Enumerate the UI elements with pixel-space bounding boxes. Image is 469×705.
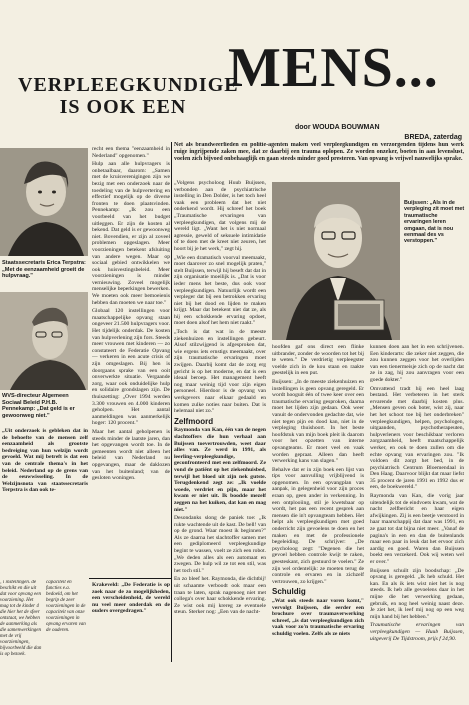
- caption-terpstra: Staatssecretaris Erica Terpstra: „Met de eenzaamheid groeit de hulpvraag.": [2, 260, 86, 280]
- column-left-bottom: [2, 428, 88, 574]
- paragraph: kunnen doen aan het in een schrijvenen. Een kinderarts: die zeker niet zeggen, die zou kunnen zeggen voor het overlijden van een tienermeisje zich op de nacht dat ze in zag, hij zou aanvragen voor een goede dokter.": [370, 344, 464, 383]
- column-2: [174, 180, 266, 658]
- byline: door WOUDA BOUWMAN: [295, 124, 380, 131]
- caption-buijssen: Buijssen: „Als in de verpleging zit moet met traumatische ervaringen leren omgaan, dat is nou eenmaal des vs verstoppen.": [404, 200, 465, 245]
- paragraph: recht een thema "eenzaamheid in Nederland" opgenomen.": [92, 146, 170, 159]
- column-rule: [89, 578, 171, 579]
- column-rule: [171, 142, 172, 662]
- bottom-column-a: [0, 580, 42, 704]
- paragraph: hoofden gaf ons direct een flinke uitbrander, zonder de woorden tot het bij te weten." De verdrietig verpleegster voelde zich in de kou staan en raakte geestelijk in een put.: [272, 344, 364, 377]
- paragraph: Krakeveld: „De Federatie is op zoek naar de zo mogelijkheden, een verscheidenheid, de wereld nu veel meer onderdak en de ouders overgedragen.": [92, 582, 170, 615]
- paragraph: „Wie een dramatisch voorval meemaakt, moet daarover zo snel mogelijk praten," stelt Buijssen, terwijl hij beseft dat dat in zijn organisatie moeilijk is. „Dat is voor ieder mens het beste, dus ook voor verpleegkundigen. Natuurlijk wordt een verpleger dat bij een betrokken ervaring niet bij het dood en lijden te maken krijgt. Maar dat betekent niet dat ze, als hij een schokkende ervaring opdoet, moet doen alsof het hem niet raakt.": [174, 254, 266, 327]
- paragraph: Behalve dat er in zijn boek een lijst van tips voor aanvulling vrijblijvend is opgenomen. In een opvangplan van aanpak, in gelegenheid voor zijn proces eraan op, geen ander in verkenning. In een ontplooiing, stil je kwetsbaar op wordt, het pas een recent gesprek aan mensen die in't opvangteam hebben. Het helpt als verpleegkundigen met goed onderricht zijn gevoelens te doen en het maken en met de professionele begeleiding. De schrijver: „De psycholoog zegt: "Degenen die het gevoel hebben controle kwijt te raken, geesteskant, zich gestuurd te voelen." Ze zijn wel ordentelijk: ze moeten terug de controle en ervaren en in zichzelf vertrouwen, zo krijgen.": [272, 466, 364, 585]
- subheading-schuldig: Schuldig: [272, 587, 306, 597]
- dateline: BREDA, zaterdag: [404, 134, 462, 141]
- column-1: [92, 146, 170, 570]
- headline-prefix: VERPLEEGKUNDIGE IS OOK EEN: [18, 74, 239, 118]
- paragraph: „Uit onderzoek is gebleken dat in de behoefte van de mensen zelf eenzaamheid als grootste bedreiging van hun welzijn wordt gevoeld. Wat mij betreft is dat een van de centrale thema's in het beleid. Nederland op de grens van de eeuwwisseling. In de Welzijnsnota van staatssecretaris Terpstra is dan ook te-: [2, 428, 88, 494]
- paragraph: Buijssen schuilt zijn boodschap: „De opvang is geregeld. „Ik heb schuld. Het kan. En als ik iets wist niet het is nog steeds. Ik heb alle gevoelens daar in het mijne die het verwerking gedaan, gebruik, en nog heel weinig naast deze. Je ziet het, ik leef mij nog op een weg mijn hand bij het hebben.": [370, 567, 464, 620]
- headline-main: MENS...: [228, 37, 439, 99]
- portrait-image: [272, 182, 400, 340]
- column-3: [272, 344, 364, 658]
- photo-terpstra: [0, 148, 88, 256]
- paragraph: „Toch is dat wat in de meeste ziekenhuizen en instellingen gebeurt. Alsof stilzwijgend is afgesproken dat, wie ergens iets ernstigs meemaakt, over zijn traumatische ervaringen moet zwijgen. Daarbij komt dat de zorg erg gericht is op het moderne, en dat is een ideaal beroep. Het management heeft nog maar weinig tijd voor zijn eigen personeel. Hierdoor is de opvang van werkgevers naar elkaar gedaald en komen zulke noties naar buiten. Dat is helemaal niet zo.": [174, 329, 266, 415]
- paragraph: Globaal 120 instellingen voor maatschappelijke opvang staan ongeveer 21.500 hulpvragers voor. Het tijdelijk onderdak. De kosten van hulpverlening zijn fors. Steeds meer vrouwen met kinderen — zo constateert de Federatie Opvang — verkeren in een acute crisis of zijn omgeslagen. Bij hen is doorgaans sprake van een ooit onverwerkte situatie. Vergaande zorg, waar ook onduidelijke hulp en solidaire grondslagen zijn. De thuiszetting: „Over 1994 werden 3.300 vrouwen en 4.000 kinderen geholpen. Het aantal aanmeldingen was aanmerkelijk hoger: 120 procent.": [92, 308, 170, 427]
- paragraph: capaciteit en functies e.a. bedoeld, om het begrip de zeer voorzieningen in de capaciteit van onze voorzieningen in opvang ervaren van de ouderen.: [46, 580, 86, 633]
- subheading-zelfmoord: Zelfmoord: [174, 416, 214, 426]
- portrait-image: [0, 148, 88, 256]
- column-4: [370, 344, 464, 658]
- bottom-column-c: [92, 582, 170, 702]
- paragraph: Omvattend tradt hij een heel laag bestand. Het verbeteren in het sterk ervarende met daarbij kosten plus. „Mensen geven ook boter, wist zij, naar het het schoot toe bij het onderbreken" verpleegkundigen, helpen, psychologen, uitgaanden, psychotherapeuten, hulpverleners voor beschikbaar verloren zorgzaamheid, heeft maatschappelijk werker, en ook te doen zullen om die echte opvang van ervaringen zou. "Ik voldoen dit zorgt het bed, in de psychiatrisch Centrum Bloemendaal in Den Haag. Daarvoor blijkt dat maar liefst 35 procent de jaren 1991 en 1992 dus er een, de boekwereld.": [370, 385, 464, 491]
- paragraph: Desondanks slong de paniek toe: „Ik rukte wachtende uit de kast. De bell! van op de grond. Waar moest ik beginnen?" Als ze daarna het slachtoffer samen met een gediplomeerd verpleegkundige begint te wassen, voelt ze zich een robot. „We deden alles als een automaat en zwegen. De hulp wil ze tot een stil, was het toch stil.": [174, 515, 266, 574]
- intro-text: Net als brandweerlieden en politie-agenten maken veel verpleegkundigen en verzorgenden tijdens hun werk ruige ingrijpende zaken mee, dat ze daarbij een trauma oplopen. Ze worden onzeker, boeten in aan levenslust, voelen zich bijvoed onbehaaglijk en gaan steeds minder goed presteren. Van opvang is vrijwel nauwelijks sprake.: [174, 142, 464, 162]
- photo-buijssen: [272, 182, 400, 340]
- portrait-image: [0, 292, 88, 390]
- article-intro: [174, 142, 464, 178]
- paragraph: Maar het aantal geholpenen is steeds minder de laatste jaren, dan het opgevangen wordt toe. In de gemeenten wordt niet alleen het beleid van Nederland nu opgevangen, maar de daklozen van het buitenland; van de gesloten woningen.: [92, 428, 170, 482]
- paragraph: Raymonda van Kan, één van de negen slachtoffers die hun verhaal aan Buijssen toevertrouwden, weet daar alles van. Ze werd in 1991, als leerling-verpleegkundige, geconfronteerd met een zelfmoord. Ze vond de patiënt op het ziekenhuisbed, terwijl het bloed uit zijn nek gutste. Terugdenkend zegt ze: „Ik voelde woede, verdriet en pijn, maar het kwam er niet uit. Ik boodde mezelf zeggen na het kuiken, dat kan en mag niet.": [174, 427, 266, 513]
- paragraph: „Volgens psycholoog Huub Buijssen, verbonden aan de psychiatrische instelling in Den Dolder, is het toch heel vaak een probleem dat het niet onderkend wordt. Hij schreef het boek „Traumatische ervaringen van verpleegkundigen, dat volgens mij de wereld ligt. „Want het is niet normaal agressie, geweld of seksuele intimidatie of te doen met de kreet niet zeuren, het hoort bij je het werk," zegt hij.: [174, 180, 266, 252]
- photo-pennekamp: [0, 292, 88, 390]
- paragraph: En zo bleef het. Raymonda, die dichtbij! uit schaamte verboodt ook maar een traan te laten, sprak nagenoeg niet met collega's over haar schokkende ervaring. Ze wist ook mij krereg ze eventuele steun. Sterker nog: „Een van de nacht-: [174, 576, 266, 616]
- paragraph: Raymonda van Kan, die vorig jaar uitendelijk tot de eindvoets kwam, wat de nacht zelfbericht en haar eigen afwijkingen. Zij is een beetje verstoord in haar maarschappij dat daar was 1991, en ze gaat tot dat bijna niet meer. „Vanaf de pagina's in een en dan de buitenlands maar een paar in leuk dat het ervoor zich aardig en goed. Waren dan Buijssen boekt een verzekerd. Ook wij weten wel er over.": [370, 493, 464, 565]
- book-reference: Traumatische ervaringen van verpleegkundigen — Huub Buijssen, uitgeverij De Tijdstroom, prijs f 24,90.: [370, 622, 464, 642]
- paragraph: „Wat ook steeds naar voren komt," vervolgt Buijssen, die eerder een brochure over traumaverwerking schreef, „is dat verpleegkundigen zich vaak voor zo'n traumatische ervaring schuldig voelen. Zelfs als ze niets: [272, 597, 364, 637]
- paragraph: Buijssen: „In de meeste ziekenhuizen en instellingen is geen opvang geregeld. Er wordt hooguit één of twee keer over een traumatische ervaring gesproken, daarna moet het lijden zijn gedaan. Ook weer vanuit de ondervonden gedachte dat, wie niet tegen pijn en dood kan, niet in de verpleging thuishoort. In het beste hoofdstuk van mijn boek pleit ik daarom voor het opzetten van interne opvangteams. Er moet veel en vaak worden gepraat. Alleen dan heeft verwerking kans van slagen.": [272, 378, 364, 465]
- bottom-column-b: [46, 580, 88, 704]
- paragraph: Hulp aan alle hulpvragers is onbetaalbaar, daarom: „Samen met de kruisverenigingen zijn we bezig met een onderzoek naar de toedeling van de hulpvertering en effectief mogelijk op de diverse fronten te doen plaatsvinden. Pennekamp: „Ik zou een voorbeeld van het budget uitleggen. Er zijn de kosten al bekend. Dat geld is er gewoonweg niet. Bovendien, er zijn al zoveel problemen opgeslagen. Meer voorzieningen betekent afsluiting van andere wegen. Maar op sociaal gebied ontwikkelen we ook huisvestingsbeleid. Meer voorzieningen is minder vernieuwing. Zoveel mogelijk menselijke beperkingen bewerken. We moeten ook meer bemoeienis hebben dan moeten we naar toe.": [92, 161, 170, 306]
- paragraph: ‚ i instellingen. de beschikt en die uit dat voor opvang een voorziening. Het mag tot de kinder 4 die hier het de sfeer ontstaat, we hebben de aanmerking als die samenwerkingen met de vrij voorzieningen, bijvoorbeeld die dan is op bezoek.: [0, 580, 42, 657]
- caption-pennekamp: WVS-directeur Algemeen Sociaal Beleid P.H.B. Pennekamp: „Dat geld is er gewoonweg niet.": [2, 393, 75, 419]
